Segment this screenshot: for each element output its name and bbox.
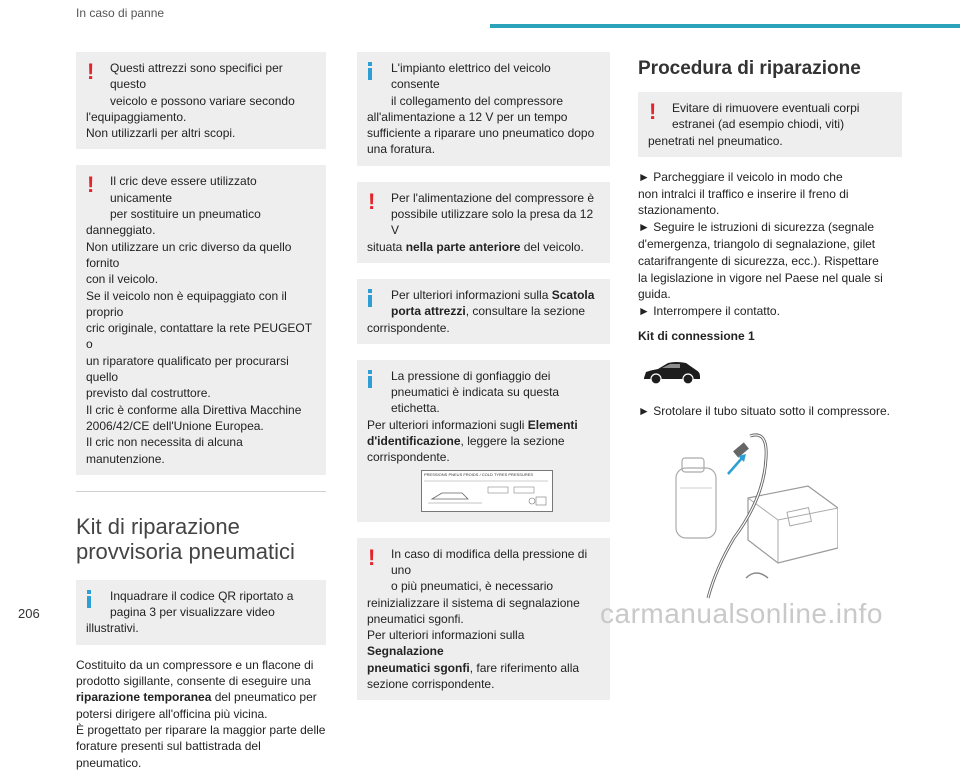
text-line: guida. xyxy=(638,287,671,302)
text-line xyxy=(367,287,602,303)
text-line: Inquadrare il codice QR riportato a xyxy=(110,588,294,603)
kit-title-line-1: Kit di riparazione xyxy=(76,513,240,539)
text-line: catarifrangente di sicurezza, ecc.). Rispettare xyxy=(638,253,879,268)
header-section-title: In caso di panne xyxy=(76,6,165,20)
text-line: corrispondente. xyxy=(367,450,450,465)
info-box-electrical xyxy=(357,52,610,166)
warning-icon: ! xyxy=(368,188,376,214)
text-line: illustrativi. xyxy=(86,621,139,636)
bold-text: Segnalazione xyxy=(367,644,444,659)
text-span: Per ulteriori informazioni sulla xyxy=(367,628,525,643)
text-line xyxy=(76,689,326,705)
text-line: all'alimentazione a 12 V per un tempo xyxy=(367,109,568,124)
text-line: potersi dirigere all'officina più vicina. xyxy=(76,706,268,721)
text-line: Non utilizzare un cric diverso da quello fornito xyxy=(86,239,292,270)
page-number: 206 xyxy=(18,606,40,621)
text-line: Il cric non necessita di alcuna manutenzione. xyxy=(86,435,243,466)
text-line: È progettato per riparare la maggior parte delle xyxy=(76,722,326,737)
tyre-label-drawing xyxy=(422,477,550,509)
column-2 xyxy=(357,52,610,716)
text-line: L'impianto elettrico del veicolo consente xyxy=(391,61,551,92)
text-span: , leggere la sezione xyxy=(460,434,565,449)
text-line: Costituito da un compressore e un flacone di xyxy=(76,657,314,672)
text-line: 2006/42/CE dell'Unione Europea. xyxy=(86,418,264,433)
text-line: pneumatici sgonfi. xyxy=(367,611,464,626)
text-line: la legislazione in vigore nel Paese nel quale si xyxy=(638,270,883,285)
warning-icon: ! xyxy=(87,59,95,84)
text-line: Il cric deve essere utilizzato unicamente xyxy=(110,174,257,205)
info-icon xyxy=(368,62,376,80)
bold-text: Scatola xyxy=(551,287,595,302)
text-line: penetrati nel pneumatico. xyxy=(648,133,783,148)
text-span: Per ulteriori informazioni sugli xyxy=(367,417,528,432)
text-line: Il cric è conforme alla Direttiva Macchine xyxy=(86,402,302,417)
warning-icon: ! xyxy=(87,172,95,198)
bold-text: pneumatici sgonfi xyxy=(367,660,470,675)
text-line: per sostituire un pneumatico xyxy=(110,207,261,222)
text-line: forature presenti sul battistrada del pneumatico. xyxy=(76,739,261,770)
info-icon xyxy=(368,289,376,307)
info-box-qr xyxy=(76,580,326,645)
tyre-label-illustration xyxy=(421,470,553,512)
warning-box-socket xyxy=(357,182,610,263)
text-line: Non utilizzarli per altri scopi. xyxy=(86,126,236,141)
text-line: possibile utilizzare solo la presa da 12 V xyxy=(391,207,594,238)
text-line: un riparatore qualificato per procurarsi quello xyxy=(86,353,289,385)
text-line: ► Seguire le istruzioni di sicurezza (segnale xyxy=(638,220,874,235)
text-line: Questi attrezzi sono specifici per questo xyxy=(110,61,283,92)
procedure-steps xyxy=(638,169,902,320)
text-line: non intralci il traffico e inserire il freno di xyxy=(638,186,849,201)
warning-box-pressure-change xyxy=(357,538,610,701)
text-line: l'equipaggiamento. xyxy=(86,109,187,124)
text-line: una foratura. xyxy=(367,142,436,157)
procedure-title: Procedura di riparazione xyxy=(638,58,861,79)
kit-title xyxy=(76,514,326,564)
text-line xyxy=(367,660,602,676)
warning-box-foreign-objects xyxy=(638,92,902,157)
bold-text: porta attrezzi xyxy=(391,304,466,319)
tyre-label-title: PRESSIONS PNEUS FROIDS / COLD TYRES PRESSURES xyxy=(424,471,534,477)
text-span: , consultare la sezione xyxy=(465,304,586,319)
kit-connection-heading: Kit di connessione 1 xyxy=(638,329,755,344)
bold-text: d'identificazione xyxy=(367,434,461,449)
unroll-step: ► Srotolare il tubo situato sotto il compressore. xyxy=(638,404,890,419)
text-line: ► Parcheggiare il veicolo in modo che xyxy=(638,169,843,184)
warning-box-jack xyxy=(76,165,326,474)
text-line: danneggiato. xyxy=(86,223,156,238)
warning-icon: ! xyxy=(368,544,376,570)
text-line xyxy=(367,627,602,660)
text-line: cric originale, contattare la rete PEUGEOT o xyxy=(86,321,312,352)
text-line: sezione corrispondente. xyxy=(367,677,495,692)
text-line: Per l'alimentazione del compressore è xyxy=(391,190,595,205)
text-line: previsto dal costruttore. xyxy=(86,386,211,401)
info-icon xyxy=(87,590,95,608)
text-line: reinizializzare il sistema di segnalazione xyxy=(367,595,580,610)
text-line xyxy=(367,417,602,433)
text-line: o più pneumatici, è necessario xyxy=(391,579,554,594)
text-line: ► Interrompere il contatto. xyxy=(638,304,780,319)
bold-text: nella parte anteriore xyxy=(405,239,521,254)
text-line xyxy=(367,433,602,449)
bold-text: Elementi xyxy=(527,417,578,432)
text-line: sufficiente a riparare uno pneumatico dopo xyxy=(367,126,595,141)
bold-text: riparazione temporanea xyxy=(76,690,212,705)
column-1 xyxy=(76,52,326,771)
column-3 xyxy=(638,58,902,613)
text-span: Per ulteriori informazioni sulla xyxy=(391,287,552,302)
text-line: veicolo e possono variare secondo xyxy=(110,93,295,108)
watermark: carmanualsonline.info xyxy=(600,598,883,629)
warning-icon: ! xyxy=(649,99,657,124)
text-span: del pneumatico per xyxy=(211,690,317,705)
text-line: In caso di modifica della pressione di uno xyxy=(391,546,588,577)
text-line xyxy=(367,303,602,319)
text-line: Evitare di rimuovere eventuali corpi xyxy=(672,101,860,115)
text-line: corrispondente. xyxy=(367,320,450,335)
text-line: d'emergenza, triangolo di segnalazione, gilet xyxy=(638,237,876,252)
text-line: stazionamento. xyxy=(638,203,720,218)
text-span: del veicolo. xyxy=(520,239,584,254)
text-line: La pressione di gonfiaggio dei xyxy=(391,368,551,383)
info-icon xyxy=(368,370,376,388)
text-line: pneumatici è indicata su questa etichetta. xyxy=(391,385,560,416)
warning-box-tools xyxy=(76,52,326,149)
text-line: Se il veicolo non è equipaggiato con il proprio xyxy=(86,288,287,319)
kit-title-line-2: provvisoria pneumatici xyxy=(76,538,295,564)
text-line: prodotto sigillante, consente di eseguire una xyxy=(76,674,311,689)
compressor-illustration xyxy=(638,428,838,608)
text-line: estranei (ad esempio chiodi, viti) xyxy=(672,117,845,132)
text-span: situata xyxy=(367,239,406,254)
text-line: con il veicolo. xyxy=(86,272,159,287)
text-line: pagina 3 per visualizzare video xyxy=(110,605,275,620)
car-icon xyxy=(642,358,702,386)
kit-section xyxy=(76,491,326,564)
text-span: , fare riferimento alla xyxy=(469,660,580,675)
text-line: il collegamento del compressore xyxy=(391,93,564,108)
kit-description xyxy=(76,657,326,771)
header-accent-bar xyxy=(490,24,960,28)
text-line xyxy=(367,239,602,255)
info-box-toolbox xyxy=(357,279,610,344)
info-box-pressure xyxy=(357,360,610,522)
